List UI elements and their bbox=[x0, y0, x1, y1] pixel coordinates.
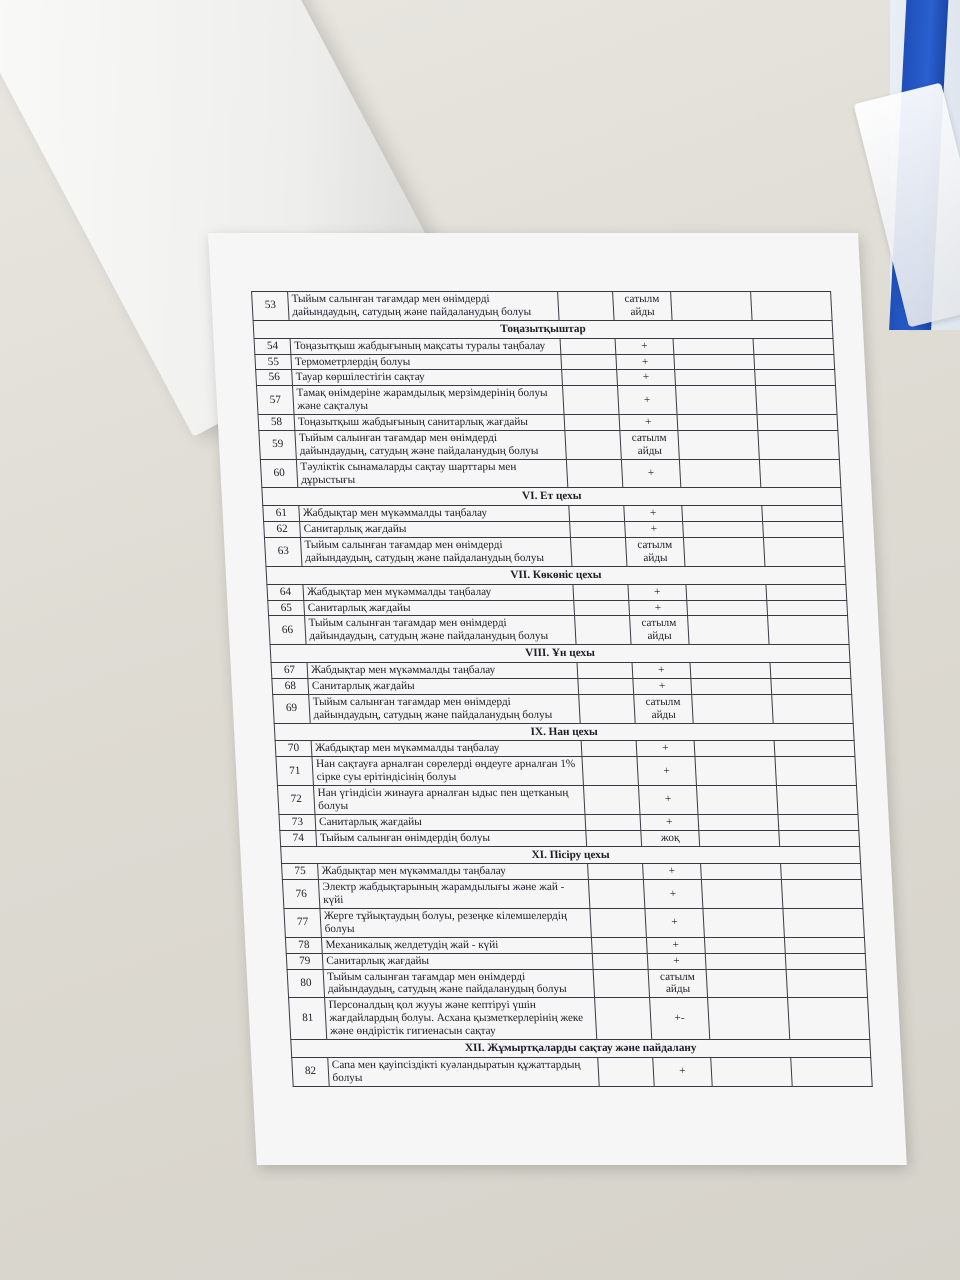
row-number: 58 bbox=[258, 415, 295, 431]
row-blank-cell bbox=[597, 1057, 653, 1086]
row-blank-cell bbox=[573, 600, 629, 616]
row-criterion: Термометрлердің болуы bbox=[291, 354, 561, 370]
inspection-checklist-table bbox=[251, 291, 873, 1087]
row-mark: + bbox=[619, 415, 678, 431]
row-number: 70 bbox=[275, 741, 312, 757]
row-blank-cell bbox=[775, 757, 857, 786]
row-blank-cell bbox=[683, 522, 764, 538]
row-criterion: Тыйым салынған тағамдар мен өнімдерді дайындаудың, сатудың және пайдаланудың болуы bbox=[309, 694, 580, 723]
row-number: 65 bbox=[268, 600, 305, 616]
row-blank-cell bbox=[565, 430, 621, 459]
row-criterion: Жабдықтар мен мүкәммалды таңбалау bbox=[299, 506, 569, 522]
row-number: 66 bbox=[269, 616, 307, 645]
row-criterion: Тыйым салынған тағамдар мен өнімдерді дайындаудың, сатудың және пайдаланудың болуы bbox=[301, 538, 572, 567]
row-blank-cell bbox=[704, 937, 785, 953]
row-blank-cell bbox=[694, 741, 775, 757]
row-blank-cell bbox=[785, 953, 866, 969]
row-number: 76 bbox=[282, 880, 320, 909]
row-blank-cell bbox=[590, 909, 646, 938]
row-blank-cell bbox=[687, 600, 768, 616]
table-row bbox=[276, 757, 857, 786]
row-criterion: Тамақ өнімдеріне жарамдылық мерзімдерінің болуы және сақталуы bbox=[293, 386, 564, 415]
row-blank-cell bbox=[578, 694, 634, 723]
row-mark: + bbox=[638, 786, 698, 815]
row-blank-cell bbox=[682, 506, 763, 522]
row-criterion: Санитарлық жағдайы bbox=[322, 953, 592, 969]
section-title: IX. Нан цехы bbox=[274, 723, 854, 741]
row-mark: сатылм айды bbox=[633, 694, 693, 723]
row-criterion: Электр жабдықтарының жарамдылығы және жай - күйі bbox=[319, 880, 590, 909]
row-number: 79 bbox=[286, 953, 323, 969]
row-blank-cell bbox=[781, 864, 862, 880]
row-blank-cell bbox=[677, 415, 758, 431]
table-row bbox=[264, 538, 845, 567]
row-blank-cell bbox=[778, 814, 859, 830]
table-row bbox=[263, 506, 843, 522]
row-criterion: Тыйым салынған тағамдар мен өнімдерді дайындаудың, сатудың және пайдаланудың болуы bbox=[295, 430, 566, 459]
row-blank-cell bbox=[706, 969, 787, 998]
row-blank-cell bbox=[705, 953, 786, 969]
table-row bbox=[289, 998, 870, 1040]
section-header-row bbox=[262, 488, 842, 506]
document-page bbox=[208, 233, 907, 1165]
row-blank-cell bbox=[560, 338, 616, 354]
row-number: 69 bbox=[273, 694, 311, 723]
row-criterion: Санитарлық жағдайы bbox=[304, 600, 574, 616]
row-blank-cell bbox=[763, 522, 844, 538]
row-mark: сатылм айды bbox=[620, 430, 680, 459]
row-mark: + bbox=[633, 678, 692, 694]
table-row bbox=[292, 1057, 873, 1086]
row-number: 73 bbox=[279, 814, 316, 830]
table-row bbox=[282, 864, 862, 880]
row-blank-cell bbox=[678, 430, 759, 459]
section-header-row bbox=[266, 566, 846, 584]
row-criterion: Тоңазытқыш жабдығының санитарлық жағдайы bbox=[294, 415, 564, 431]
row-blank-cell bbox=[781, 880, 863, 909]
row-mark: + bbox=[616, 354, 675, 370]
section-header-row bbox=[291, 1039, 871, 1057]
row-number: 71 bbox=[276, 757, 314, 786]
row-mark: + bbox=[615, 338, 674, 354]
section-title: VIII. Ұн цехы bbox=[270, 645, 850, 663]
row-number: 68 bbox=[272, 678, 309, 694]
table-row bbox=[254, 338, 834, 354]
row-blank-cell bbox=[701, 864, 782, 880]
row-blank-cell bbox=[763, 538, 845, 567]
row-criterion: Нан сақтауға арналған сөрелерді өңдеуге арналған 1% сірке суы ерітіндісінің болуы bbox=[312, 757, 583, 786]
row-criterion: Жабдықтар мен мүкәммалды таңбалау bbox=[307, 663, 577, 679]
row-blank-cell bbox=[690, 663, 771, 679]
row-blank-cell bbox=[557, 292, 613, 321]
row-blank-cell bbox=[673, 338, 754, 354]
row-number: 56 bbox=[256, 370, 293, 386]
row-blank-cell bbox=[708, 998, 790, 1040]
section-header-row bbox=[281, 846, 861, 864]
table-row bbox=[271, 663, 851, 679]
table-row bbox=[279, 814, 859, 830]
row-blank-cell bbox=[675, 370, 756, 386]
row-blank-cell bbox=[587, 864, 643, 880]
row-mark: сатылм айды bbox=[625, 538, 685, 567]
row-blank-cell bbox=[686, 584, 767, 600]
row-blank-cell bbox=[577, 663, 633, 679]
row-number: 61 bbox=[263, 506, 300, 522]
row-blank-cell bbox=[594, 998, 651, 1040]
row-number: 62 bbox=[264, 522, 301, 538]
row-blank-cell bbox=[784, 937, 865, 953]
row-criterion: Персоналдың қол жууы және кептіруі үшін жағдайлардың болуы. Асхана қызметкерлерінің жеке және өндірістік гигиенасын сақтау bbox=[325, 998, 597, 1040]
row-blank-cell bbox=[574, 616, 630, 645]
section-title: XII. Жұмыртқаларды сақтау және пайдалану bbox=[291, 1039, 871, 1057]
section-header-row bbox=[253, 320, 833, 338]
row-blank-cell bbox=[754, 354, 835, 370]
section-title: Тоңазытқыштар bbox=[253, 320, 833, 338]
row-blank-cell bbox=[755, 370, 836, 386]
row-mark: + bbox=[647, 953, 706, 969]
row-mark: жоқ bbox=[641, 830, 700, 846]
row-criterion: Жабдықтар мен мүкәммалды таңбалау bbox=[318, 864, 588, 880]
row-blank-cell bbox=[771, 678, 852, 694]
row-criterion: Жабдықтар мен мүкәммалды таңбалау bbox=[303, 584, 573, 600]
row-blank-cell bbox=[593, 969, 649, 998]
section-title: VI. Ет цехы bbox=[262, 488, 842, 506]
table-row bbox=[259, 430, 840, 459]
row-blank-cell bbox=[671, 292, 752, 321]
row-mark: сатылм айды bbox=[629, 616, 689, 645]
row-mark: + bbox=[636, 741, 695, 757]
row-blank-cell bbox=[569, 522, 625, 538]
table-row bbox=[273, 694, 854, 723]
section-title: VII. Көкөніс цехы bbox=[266, 566, 846, 584]
row-number: 81 bbox=[289, 998, 327, 1040]
checklist-body bbox=[252, 292, 873, 1087]
row-blank-cell bbox=[676, 386, 757, 415]
table-row bbox=[264, 522, 844, 538]
table-row bbox=[284, 909, 865, 938]
row-blank-cell bbox=[783, 909, 865, 938]
row-blank-cell bbox=[711, 1057, 792, 1086]
row-criterion: Тауар көршілестігін сақтау bbox=[292, 370, 562, 386]
table-row bbox=[257, 386, 838, 415]
table-row bbox=[286, 953, 866, 969]
table-row bbox=[267, 584, 847, 600]
row-blank-cell bbox=[684, 538, 765, 567]
row-blank-cell bbox=[791, 1057, 873, 1086]
table-row bbox=[285, 937, 865, 953]
row-blank-cell bbox=[697, 786, 778, 815]
row-criterion: Нан үгіндісін жинауға арналған ыдыс пен щетканың болуы bbox=[314, 786, 585, 815]
row-blank-cell bbox=[688, 616, 769, 645]
row-mark: + bbox=[637, 757, 697, 786]
row-number: 82 bbox=[292, 1057, 330, 1086]
row-criterion: Механикалық желдетудің жай - күйі bbox=[322, 937, 592, 953]
row-criterion: Тыйым салынған өнімдердің болуы bbox=[316, 830, 586, 846]
row-blank-cell bbox=[756, 386, 838, 415]
row-number: 64 bbox=[267, 584, 304, 600]
table-row bbox=[255, 354, 835, 370]
table-row bbox=[258, 415, 838, 431]
row-mark: + bbox=[642, 864, 701, 880]
row-blank-cell bbox=[770, 663, 851, 679]
row-blank-cell bbox=[573, 584, 629, 600]
row-criterion: Тәуліктік сынамаларды сақтау шарттары мен дұрыстығы bbox=[297, 459, 568, 488]
row-blank-cell bbox=[586, 830, 642, 846]
table-row bbox=[260, 459, 841, 488]
table-row bbox=[287, 969, 868, 998]
row-blank-cell bbox=[585, 814, 641, 830]
row-number: 55 bbox=[255, 354, 292, 370]
row-blank-cell bbox=[786, 969, 868, 998]
row-criterion: Сапа мен қауіпсіздікті куәландыратын құжаттардың болуы bbox=[328, 1057, 599, 1086]
row-mark: + bbox=[616, 370, 675, 386]
row-mark: + bbox=[632, 663, 691, 679]
row-blank-cell bbox=[561, 370, 617, 386]
row-mark: сатылм айды bbox=[612, 292, 672, 321]
table-row bbox=[272, 678, 852, 694]
table-row bbox=[277, 786, 858, 815]
row-blank-cell bbox=[588, 880, 644, 909]
row-blank-cell bbox=[698, 814, 779, 830]
row-mark: + bbox=[646, 937, 705, 953]
row-blank-cell bbox=[757, 415, 838, 431]
plastic-sleeve bbox=[854, 83, 960, 328]
row-blank-cell bbox=[582, 757, 638, 786]
row-blank-cell bbox=[581, 741, 637, 757]
row-mark: + bbox=[643, 880, 703, 909]
row-mark: + bbox=[624, 506, 683, 522]
row-number: 60 bbox=[260, 459, 298, 488]
row-blank-cell bbox=[751, 292, 833, 321]
table-row bbox=[269, 616, 850, 645]
row-blank-cell bbox=[699, 830, 780, 846]
row-blank-cell bbox=[674, 354, 755, 370]
row-mark: + bbox=[652, 1057, 712, 1086]
table-row bbox=[282, 880, 863, 909]
row-criterion: Тоңазытқыш жабдығының мақсаты туралы таңбалау bbox=[290, 338, 560, 354]
row-number: 75 bbox=[282, 864, 319, 880]
row-number: 72 bbox=[277, 786, 315, 815]
row-number: 67 bbox=[271, 663, 308, 679]
row-number: 74 bbox=[280, 830, 317, 846]
row-blank-cell bbox=[766, 584, 847, 600]
row-blank-cell bbox=[561, 354, 617, 370]
row-blank-cell bbox=[701, 880, 782, 909]
row-mark: +- bbox=[649, 998, 709, 1040]
row-criterion: Санитарлық жағдайы bbox=[300, 522, 570, 538]
row-mark: + bbox=[624, 522, 683, 538]
row-criterion: Тыйым салынған тағамдар мен өнімдерді дайындаудың, сатудың және пайдаланудың болуы bbox=[288, 292, 559, 321]
row-criterion: Тыйым салынған тағамдар мен өнімдерді дайындаудың, сатудың және пайдаланудың болуы bbox=[305, 616, 576, 645]
table-row bbox=[280, 830, 860, 846]
row-blank-cell bbox=[753, 338, 834, 354]
table-row bbox=[268, 600, 848, 616]
row-number: 80 bbox=[287, 969, 325, 998]
row-criterion: Санитарлық жағдайы bbox=[308, 678, 578, 694]
row-blank-cell bbox=[772, 694, 854, 723]
row-number: 77 bbox=[284, 909, 322, 938]
row-blank-cell bbox=[695, 757, 776, 786]
row-mark: + bbox=[645, 909, 705, 938]
row-blank-cell bbox=[566, 459, 622, 488]
table-row bbox=[275, 741, 855, 757]
row-mark: + bbox=[640, 814, 699, 830]
row-criterion: Тыйым салынған тағамдар мен өнімдерді дайындаудың, сатудың және пайдаланудың болуы bbox=[323, 969, 594, 998]
row-criterion: Жерге тұйықтаудың болуы, резеңке кілемшелердің болуы bbox=[320, 909, 591, 938]
section-header-row bbox=[274, 723, 854, 741]
row-criterion: Жабдықтар мен мүкәммалды таңбалау bbox=[311, 741, 581, 757]
row-criterion: Санитарлық жағдайы bbox=[315, 814, 585, 830]
row-number: 57 bbox=[257, 386, 295, 415]
row-blank-cell bbox=[692, 694, 773, 723]
row-blank-cell bbox=[570, 538, 626, 567]
row-number: 63 bbox=[264, 538, 302, 567]
row-blank-cell bbox=[592, 953, 648, 969]
row-blank-cell bbox=[776, 786, 858, 815]
row-mark: сатылм айды bbox=[648, 969, 708, 998]
row-blank-cell bbox=[578, 678, 634, 694]
row-number: 59 bbox=[259, 430, 297, 459]
row-blank-cell bbox=[562, 386, 618, 415]
row-blank-cell bbox=[583, 786, 639, 815]
row-mark: + bbox=[628, 584, 687, 600]
row-blank-cell bbox=[759, 459, 841, 488]
row-mark: + bbox=[621, 459, 681, 488]
section-header-row bbox=[270, 645, 850, 663]
row-blank-cell bbox=[758, 430, 840, 459]
row-mark: + bbox=[628, 600, 687, 616]
row-number: 53 bbox=[252, 292, 290, 321]
row-blank-cell bbox=[679, 459, 760, 488]
table-row bbox=[256, 370, 836, 386]
row-number: 78 bbox=[285, 937, 322, 953]
row-blank-cell bbox=[774, 741, 855, 757]
row-blank-cell bbox=[703, 909, 784, 938]
row-blank-cell bbox=[591, 937, 647, 953]
row-number: 54 bbox=[254, 338, 291, 354]
row-blank-cell bbox=[779, 830, 860, 846]
row-blank-cell bbox=[691, 678, 772, 694]
row-blank-cell bbox=[768, 616, 850, 645]
row-blank-cell bbox=[762, 506, 843, 522]
row-blank-cell bbox=[569, 506, 625, 522]
row-blank-cell bbox=[564, 415, 620, 431]
row-blank-cell bbox=[767, 600, 848, 616]
table-row bbox=[252, 292, 833, 321]
row-blank-cell bbox=[788, 998, 870, 1040]
section-title: XI. Пісіру цехы bbox=[281, 846, 861, 864]
row-mark: + bbox=[617, 386, 677, 415]
